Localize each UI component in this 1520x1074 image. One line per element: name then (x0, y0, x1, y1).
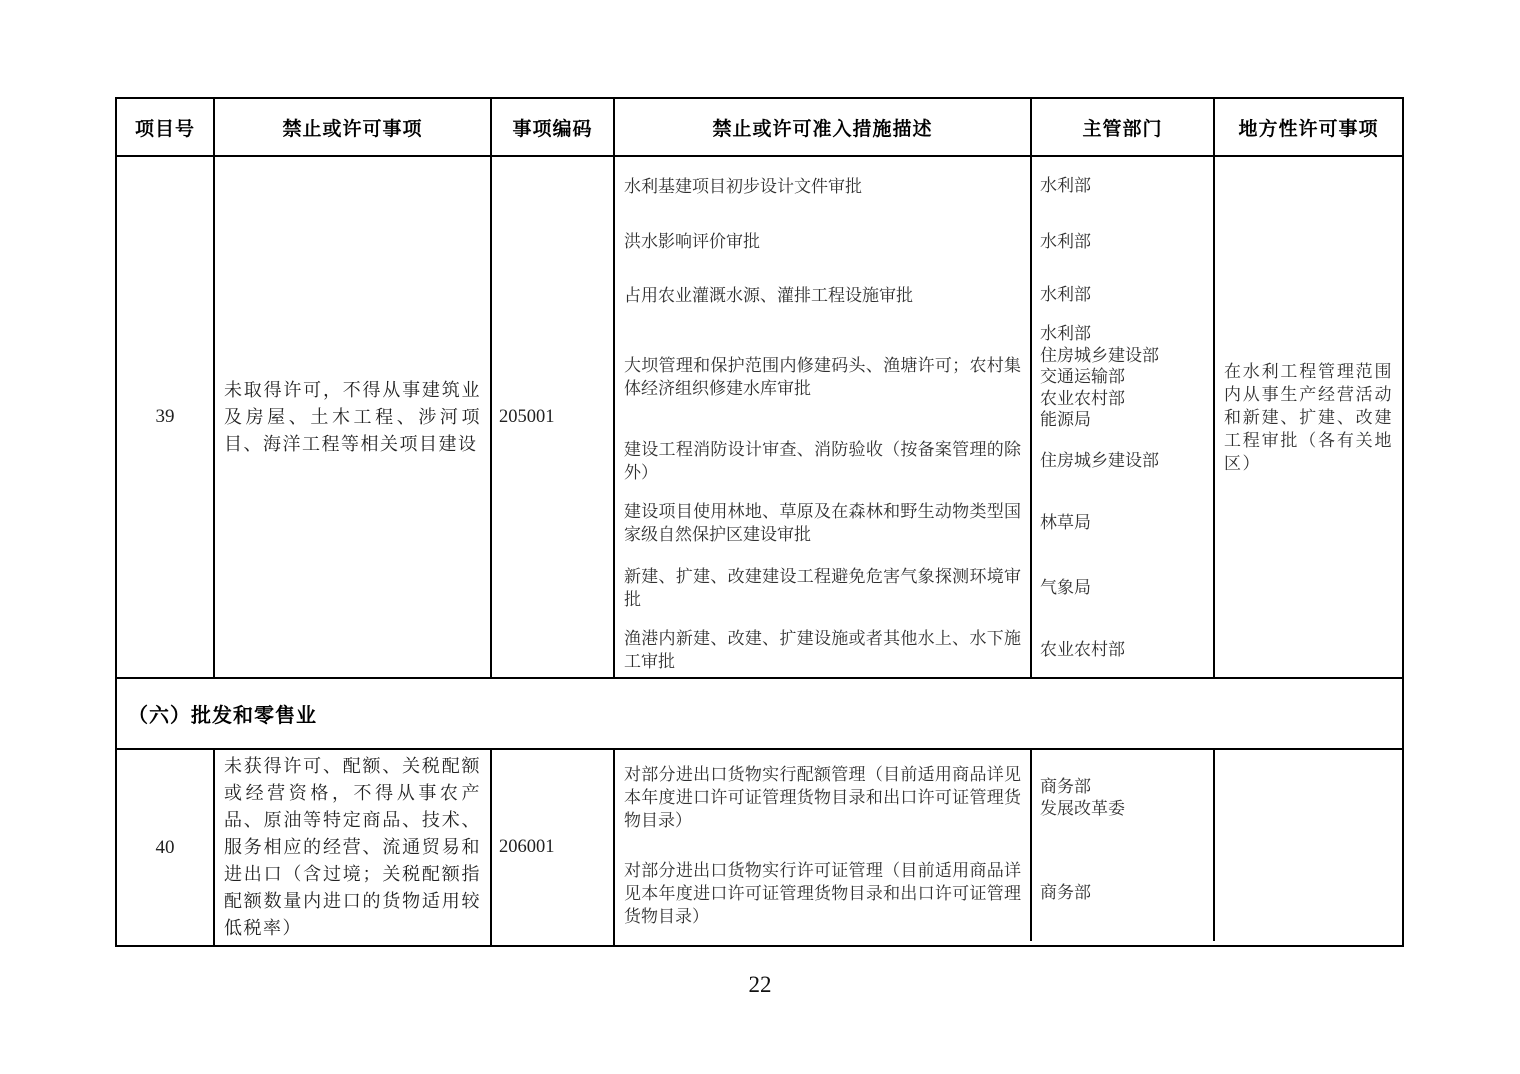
measure-desc-text: 建设项目使用林地、草原及在森林和野生动物类型国家级自然保护区建设审批 (624, 501, 1021, 544)
row-40-code: 206001 (492, 750, 615, 945)
measure-desc (615, 157, 1032, 215)
measure-desc (615, 268, 1032, 322)
measure-desc (615, 322, 1032, 432)
dept-line: 能源局 (1040, 410, 1091, 430)
dept-line: 住房城乡建设部 (1040, 345, 1159, 365)
measure-dept (1032, 490, 1215, 555)
measure-dept (1032, 322, 1215, 432)
dept-line: 水利部 (1040, 324, 1091, 344)
table-row-39 (117, 157, 1402, 679)
col-header-department: 主管部门 (1032, 99, 1215, 155)
measure-row (615, 490, 1215, 555)
measure-desc (615, 490, 1032, 555)
measure-desc-text: 渔港内新建、改建、扩建设施或者其他水上、水下施工审批 (624, 628, 1021, 671)
measure-row (615, 845, 1215, 941)
measure-dept (1032, 157, 1215, 215)
measure-desc-text: 对部分进出口货物实行许可证管理（目前适用商品详见本年度进口许可证管理货物目录和出口许可证管理货物目录） (624, 860, 1021, 926)
measure-dept (1032, 750, 1215, 845)
col-header-measure-desc: 禁止或许可准入措施描述 (615, 99, 1032, 155)
section-header-wholesale-retail: （六）批发和零售业 (117, 679, 1402, 750)
row-39-local-item-text: 在水利工程管理范围内从事生产经营活动和新建、扩建、改建工程审批（各有关地区） (1224, 361, 1393, 473)
measure-row (615, 620, 1215, 679)
measure-desc-text: 洪水影响评价审批 (624, 232, 760, 251)
measure-dept (1032, 555, 1215, 620)
row-39-item (215, 157, 492, 677)
col-header-item-no: 项目号 (117, 99, 215, 155)
measure-row (615, 268, 1215, 322)
measure-row (615, 157, 1215, 215)
measure-desc-text: 水利基建项目初步设计文件审批 (624, 176, 862, 196)
dept-line: 住房城乡建设部 (1040, 451, 1159, 471)
measure-dept (1032, 215, 1215, 268)
measure-desc-text: 占用农业灌溉水源、灌排工程设施审批 (624, 285, 913, 305)
measure-row (615, 555, 1215, 620)
dept-line: 农业农村部 (1040, 388, 1125, 408)
table-row-40 (117, 750, 1402, 945)
measure-dept (1032, 268, 1215, 322)
dept-line: 发展改革委 (1040, 798, 1125, 818)
col-header-local-item: 地方性许可事项 (1238, 118, 1379, 140)
measure-desc-text: 建设工程消防设计审查、消防验收（按备案管理的除外） (624, 440, 1021, 482)
negative-list-table (115, 97, 1404, 947)
row-40-item-text: 未获得许可、配额、关税配额或经营资格，不得从事农产品、原油等特定商品、技术、服务相应的经营、流通贸易和进出口（含过境；关税配额指配额数量内进口的货物适用较低税率） (224, 756, 481, 938)
dept-line: 水利部 (1040, 285, 1091, 305)
row-40-measures (615, 750, 1215, 945)
measure-row (615, 750, 1215, 845)
measure-dept (1032, 620, 1215, 679)
dept-line: 商务部 (1040, 883, 1091, 903)
measure-dept (1032, 845, 1215, 941)
dept-line: 交通运输部 (1040, 367, 1125, 387)
dept-line: 水利部 (1040, 231, 1091, 251)
row-39-local-item (1215, 157, 1402, 677)
col-header-code: 事项编码 (492, 99, 615, 155)
row-39-measures (615, 157, 1215, 677)
measure-desc (615, 845, 1032, 941)
row-40-local-item (1215, 750, 1402, 945)
measure-desc (615, 620, 1032, 679)
dept-line: 商务部 (1040, 777, 1091, 796)
measure-row (615, 322, 1215, 432)
measure-desc (615, 750, 1032, 845)
page-number: 22 (748, 972, 772, 997)
measure-desc-text: 对部分进出口货物实行配额管理（目前适用商品详见本年度进口许可证管理货物目录和出口许可证管理货物目录） (624, 765, 1021, 830)
dept-line: 农业农村部 (1040, 639, 1125, 659)
col-header-item: 禁止或许可事项 (215, 99, 492, 155)
measure-dept (1032, 432, 1215, 490)
measure-row (615, 215, 1215, 268)
measure-desc (615, 555, 1032, 620)
dept-line: 气象局 (1040, 577, 1091, 597)
measure-row (615, 432, 1215, 490)
measure-desc-text: 大坝管理和保护范围内修建码头、渔塘许可；农村集体经济组织修建水库审批 (624, 356, 1021, 398)
row-39-item-text: 未取得许可，不得从事建筑业及房屋、土木工程、涉河项目、海洋工程等相关项目建设 (224, 379, 481, 454)
measure-desc (615, 432, 1032, 490)
dept-line: 水利部 (1040, 176, 1091, 196)
row-39-item-no: 39 (117, 157, 215, 677)
dept-line: 林草局 (1040, 512, 1091, 532)
row-40-item (215, 750, 492, 945)
measure-desc (615, 215, 1032, 268)
measure-desc-text: 新建、扩建、改建建设工程避免危害气象探测环境审批 (624, 566, 1021, 609)
table-header-row (117, 99, 1402, 157)
row-40-item-no: 40 (117, 750, 215, 945)
row-39-code: 205001 (492, 157, 615, 677)
